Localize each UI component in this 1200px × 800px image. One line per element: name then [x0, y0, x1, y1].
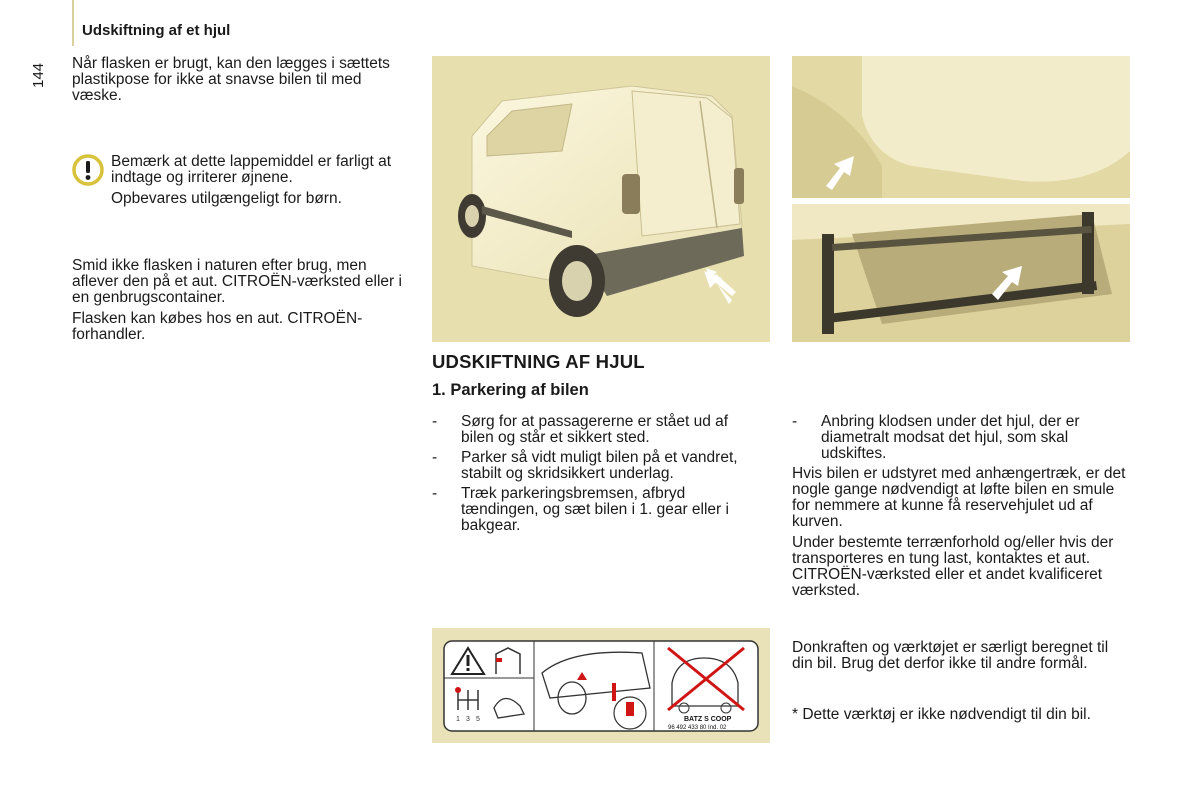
list-item: - Parker så vidt muligt bilen på et vandret, stabilt og skridsikkert underlag. — [432, 449, 738, 482]
warning-text: Bemærk at dette lappemiddel er farligt at indtage og irriterer øjnene. — [111, 153, 391, 186]
list-dash: - — [432, 449, 438, 466]
disposal-paragraphs — [72, 258, 402, 348]
label-brand: BATZ S COOP — [684, 716, 732, 723]
page-header-title: Udskiftning af et hjul — [82, 22, 231, 39]
van-rear-illustration — [432, 56, 770, 342]
gear-digit: 5 — [476, 716, 480, 723]
spare-wheel-basket-illustration — [792, 204, 1130, 342]
footnote-text: * Dette værktøj er ikke nødvendigt til din bil. — [792, 706, 1091, 723]
list-item: - Sørg for at passagererne er stået ud af bilen og står et sikkert sted. — [432, 413, 729, 446]
warning-box — [111, 154, 396, 212]
page-number: 144 — [30, 62, 47, 88]
intro-paragraph — [72, 56, 402, 109]
section-title: UDSKIFTNING AF HJUL — [432, 351, 645, 372]
gear-digit: 1 — [456, 716, 460, 723]
parking-steps — [432, 414, 752, 538]
warning-storage-text: Opbevares utilgængeligt for børn. — [111, 190, 342, 207]
list-item: - Anbring klodsen under det hjul, der er diametralt modsat det hjul, som skal udskiftes. — [792, 413, 1080, 462]
tools-paragraph: Donkraften og værktøjet er særligt beregnet til din bil. Brug det derfor ikke til andre formål. — [792, 639, 1109, 672]
towbar-paragraph: Hvis bilen er udstyret med anhængertræk, er det nogle gange nødvendigt at løfte bilen en smule for nemmere at kunne få reservehjulet ud af kurven. — [792, 465, 1126, 530]
terrain-paragraph: Under bestemte terrænforhold og/eller hvis der transporteres en tung last, kontaktes et aut. CITROËN-værksted eller et andet kvalificeret værksted. — [792, 534, 1114, 599]
step-title: 1. Parkering af bilen — [432, 381, 589, 399]
intro-text: Når flasken er brugt, kan den lægges i sættets plastikpose for ikke at snavse bilen til med væske. — [72, 55, 390, 104]
list-dash: - — [792, 413, 798, 430]
jack-label-illustration — [432, 628, 770, 743]
list-item: - Træk parkeringsbremsen, afbryd tændingen, og sæt bilen i 1. gear eller i bakgear. — [432, 485, 729, 534]
floor-mat-illustration — [792, 56, 1130, 198]
header-accent-bar — [72, 0, 74, 46]
label-part-number: 96 492 433 80 Ind. 02 — [668, 725, 727, 731]
purchase-text: Flasken kan købes hos en aut. CITROËN-forhandler. — [72, 310, 363, 343]
warning-icon — [72, 154, 104, 186]
list-dash: - — [432, 485, 438, 502]
gear-digit: 3 — [466, 716, 470, 723]
tools-note — [792, 640, 1132, 677]
disposal-text: Smid ikke flasken i naturen efter brug, men aflever den på et aut. CITROËN-værksted eller i en genbrugscontainer. — [72, 257, 402, 306]
footnote — [792, 707, 1132, 728]
right-column-text — [792, 414, 1132, 604]
list-dash: - — [432, 413, 438, 430]
